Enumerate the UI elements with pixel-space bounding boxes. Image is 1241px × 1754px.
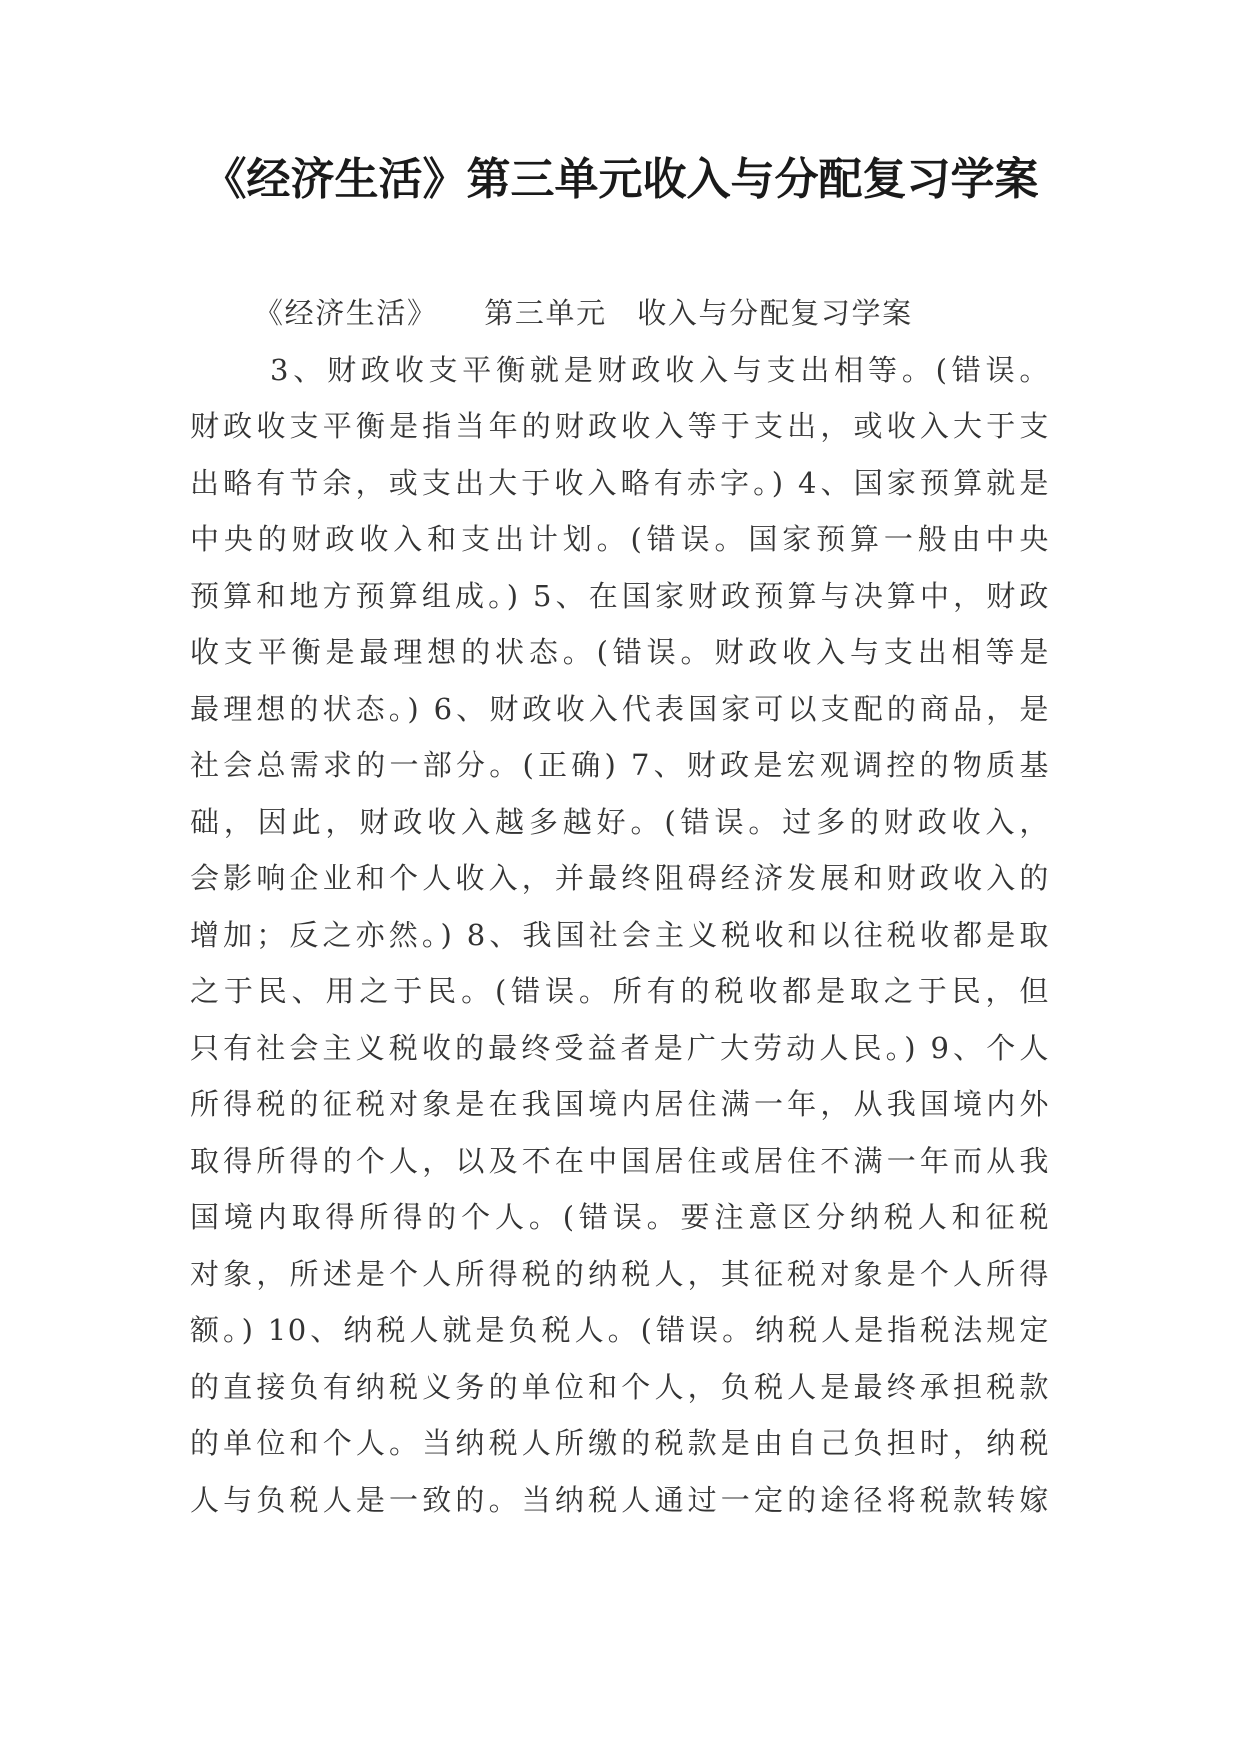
document-title: 《经济生活》第三单元收入与分配复习学案: [202, 154, 1039, 205]
body-line: 人与负税人是一致的。当纳税人通过一定的途径将税款转嫁: [190, 1482, 1050, 1517]
body-line: 的单位和个人。当纳税人所缴的税款是由自己负担时，纳税: [190, 1426, 1050, 1460]
body-line: 的直接负有纳税义务的单位和个人，负税人是最终承担税款: [190, 1369, 1050, 1404]
body-line: 额。) 10、纳税人就是负税人。(错误。纳税人是指税法规定: [190, 1313, 1050, 1347]
document-body: [190, 285, 1050, 1528]
body-line: 中央的财政收入和支出计划。(错误。国家预算一般由中央: [190, 522, 1050, 556]
document-subtitle: 《经济生活》 第三单元 收入与分配复习学案: [254, 296, 913, 330]
body-line: 所得税的征税对象是在我国境内居住满一年，从我国境内外: [190, 1087, 1050, 1121]
body-line: 社会总需求的一部分。(正确) 7、财政是宏观调控的物质基: [190, 748, 1050, 782]
body-line: 取得所得的个人，以及不在中国居住或居住不满一年而从我: [190, 1143, 1050, 1178]
body-line: 增加；反之亦然。) 8、我国社会主义税收和以往税收都是取: [190, 917, 1050, 952]
body-line: 础，因此，财政收入越多越好。(错误。过多的财政收入，: [190, 804, 1050, 839]
body-line: 财政收支平衡是指当年的财政收入等于支出，或收入大于支: [190, 409, 1050, 443]
body-line: 预算和地方预算组成。) 5、在国家财政预算与决算中，财政: [190, 578, 1050, 613]
body-line: 对象，所述是个人所得税的纳税人，其征税对象是个人所得: [190, 1256, 1050, 1291]
body-line: 之于民、用之于民。(错误。所有的税收都是取之于民，但: [190, 974, 1050, 1008]
body-line: 收支平衡是最理想的状态。(错误。财政收入与支出相等是: [190, 635, 1050, 669]
body-line: 3、财政收支平衡就是财政收入与支出相等。(错误。: [270, 352, 1050, 387]
body-line: 只有社会主义税收的最终受益者是广大劳动人民。) 9、个人: [190, 1030, 1050, 1065]
body-line: 出略有节余，或支出大于收入略有赤字。) 4、国家预算就是: [190, 465, 1050, 500]
body-line: 会影响企业和个人收入，并最终阻碍经济发展和财政收入的: [190, 861, 1050, 895]
body-line: 国境内取得所得的个人。(错误。要注意区分纳税人和征税: [190, 1200, 1050, 1234]
body-line: 最理想的状态。) 6、财政收入代表国家可以支配的商品，是: [190, 691, 1050, 726]
